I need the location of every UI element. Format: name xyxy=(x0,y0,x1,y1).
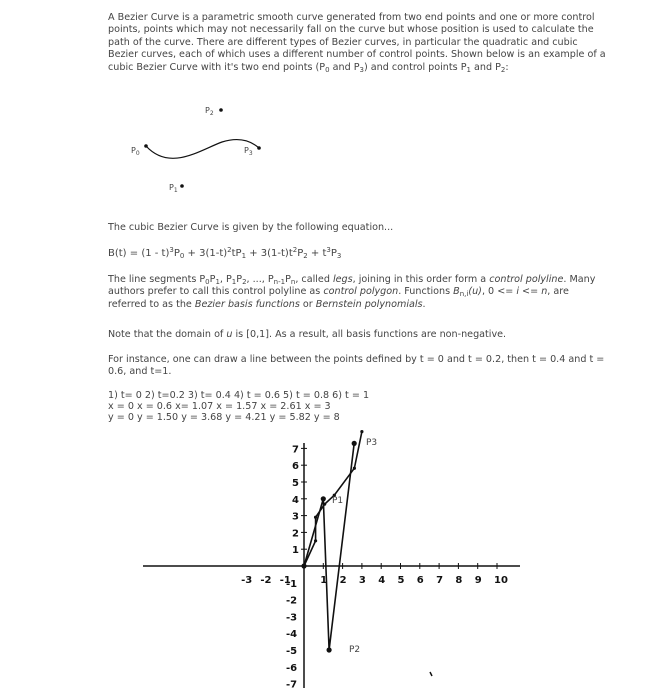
label-p1: $P_1$ xyxy=(169,183,178,194)
y-values: y = 0 y = 1.50 y = 3.68 y = 4.21 y = 5.82 y = 8 xyxy=(108,412,340,424)
x-tick-label: 5 xyxy=(397,575,405,586)
graph-label-p3: P3 xyxy=(366,438,378,448)
y-tick-label: -3 xyxy=(286,612,298,624)
y-tick-label: 7 xyxy=(292,444,299,456)
x-tick-label: 8 xyxy=(455,575,463,586)
y-tick-label: -2 xyxy=(286,595,298,607)
graph-lines xyxy=(304,432,362,650)
stray-mark xyxy=(430,672,432,676)
y-tick-label: 1 xyxy=(292,545,299,557)
equation-intro: The cubic Bezier Curve is given by the following equation... xyxy=(108,222,394,233)
y-tick-label: 5 xyxy=(292,478,299,489)
graph-axes xyxy=(143,443,520,688)
graph-label-p1: P1 xyxy=(332,496,344,506)
domain-note: Note that the domain of u is [0,1]. As a result, all basis functions are non-negative. xyxy=(108,329,507,340)
curve-sample-point xyxy=(314,539,317,542)
x-tick-label: 3 xyxy=(358,575,366,586)
control-point-p2 xyxy=(326,647,331,652)
x-tick-label: 2 xyxy=(339,575,347,586)
x-tick-label: 4 xyxy=(378,575,386,586)
label-p3: $P_3$ xyxy=(244,146,253,157)
y-tick-label: -4 xyxy=(286,629,298,641)
x-tick-label: 10 xyxy=(494,575,508,586)
y-tick-label: 3 xyxy=(292,511,299,523)
x-tick-label: 9 xyxy=(474,575,482,586)
curve-sample-point xyxy=(314,516,317,519)
x-tick-label: -2 xyxy=(260,575,272,586)
t-values: 1) t= 0 2) t=0.2 3) t= 0.4 4) t = 0.6 5) t = 0.8 6) t = 1 xyxy=(108,390,370,401)
control-point-p3 xyxy=(352,441,357,446)
y-tick-label: 4 xyxy=(292,494,299,506)
graph-label-p2: P2 xyxy=(349,645,361,655)
control-point-p1 xyxy=(321,496,326,501)
curve-sample-point xyxy=(302,564,305,567)
x-tick-label: 6 xyxy=(416,575,424,586)
y-tick-label: -1 xyxy=(286,578,298,590)
x-tick-label: -1 xyxy=(279,575,291,586)
instance-paragraph: For instance, one can draw a line between the points defined by t = 0 and t = 0.2, then t = 0.4 and t = 0.6, and t=1. xyxy=(108,354,605,378)
y-tick-label: -6 xyxy=(286,662,298,674)
intro-paragraph: A Bezier Curve is a parametric smooth curve generated from two end points and one or more control points, points which may not necessarily fall on the curve but whose position is used to calculate the path of the curve. There are different types of Bezier curves, in particular the quadratic and cubic Bezier curves, each of which uses a different number of control points. Shown below is an example of a cubic Bezier Curve with it's two end points ($P_0$ and $P_3$) and control points $P_1$ and $P_2$: xyxy=(108,12,606,74)
label-p2: $P_2$ xyxy=(205,106,214,117)
curve-sample-point xyxy=(360,430,363,433)
line-segments-paragraph: The line segments $P_0P_1$, $P_1P_2$, ..., $P_{n-1}P_n$, called legs, joining in this order form a control polyline. Many authors prefer to call this control polyline as control polygon. Functions $B_{n,i}(u)$, 0 <= i <= n, are referred to as the Bezier basis functions or Bernstein polynomials. xyxy=(108,274,596,310)
x-tick-label: 1 xyxy=(320,575,328,586)
x-values: x = 0 x = 0.6 x= 1.07 x = 1.57 x = 2.61 x = 3 xyxy=(108,401,331,413)
curve-sample-point xyxy=(323,503,326,506)
y-tick-label: -7 xyxy=(286,679,298,691)
bezier-equation: $B(t) = (1 - t)^3P_0 + 3(1-t)^2tP_1 + 3(1-t)t^2P_2 + t^3P_3$ xyxy=(108,246,342,260)
y-tick-label: 2 xyxy=(292,528,299,540)
y-tick-label: 6 xyxy=(292,461,299,473)
curve-sample-point xyxy=(353,467,356,470)
label-p0: $P_0$ xyxy=(131,146,140,157)
x-tick-label: -3 xyxy=(241,575,253,586)
y-tick-label: -5 xyxy=(286,646,298,657)
x-tick-label: 7 xyxy=(436,575,444,586)
control-polyline xyxy=(304,443,354,650)
